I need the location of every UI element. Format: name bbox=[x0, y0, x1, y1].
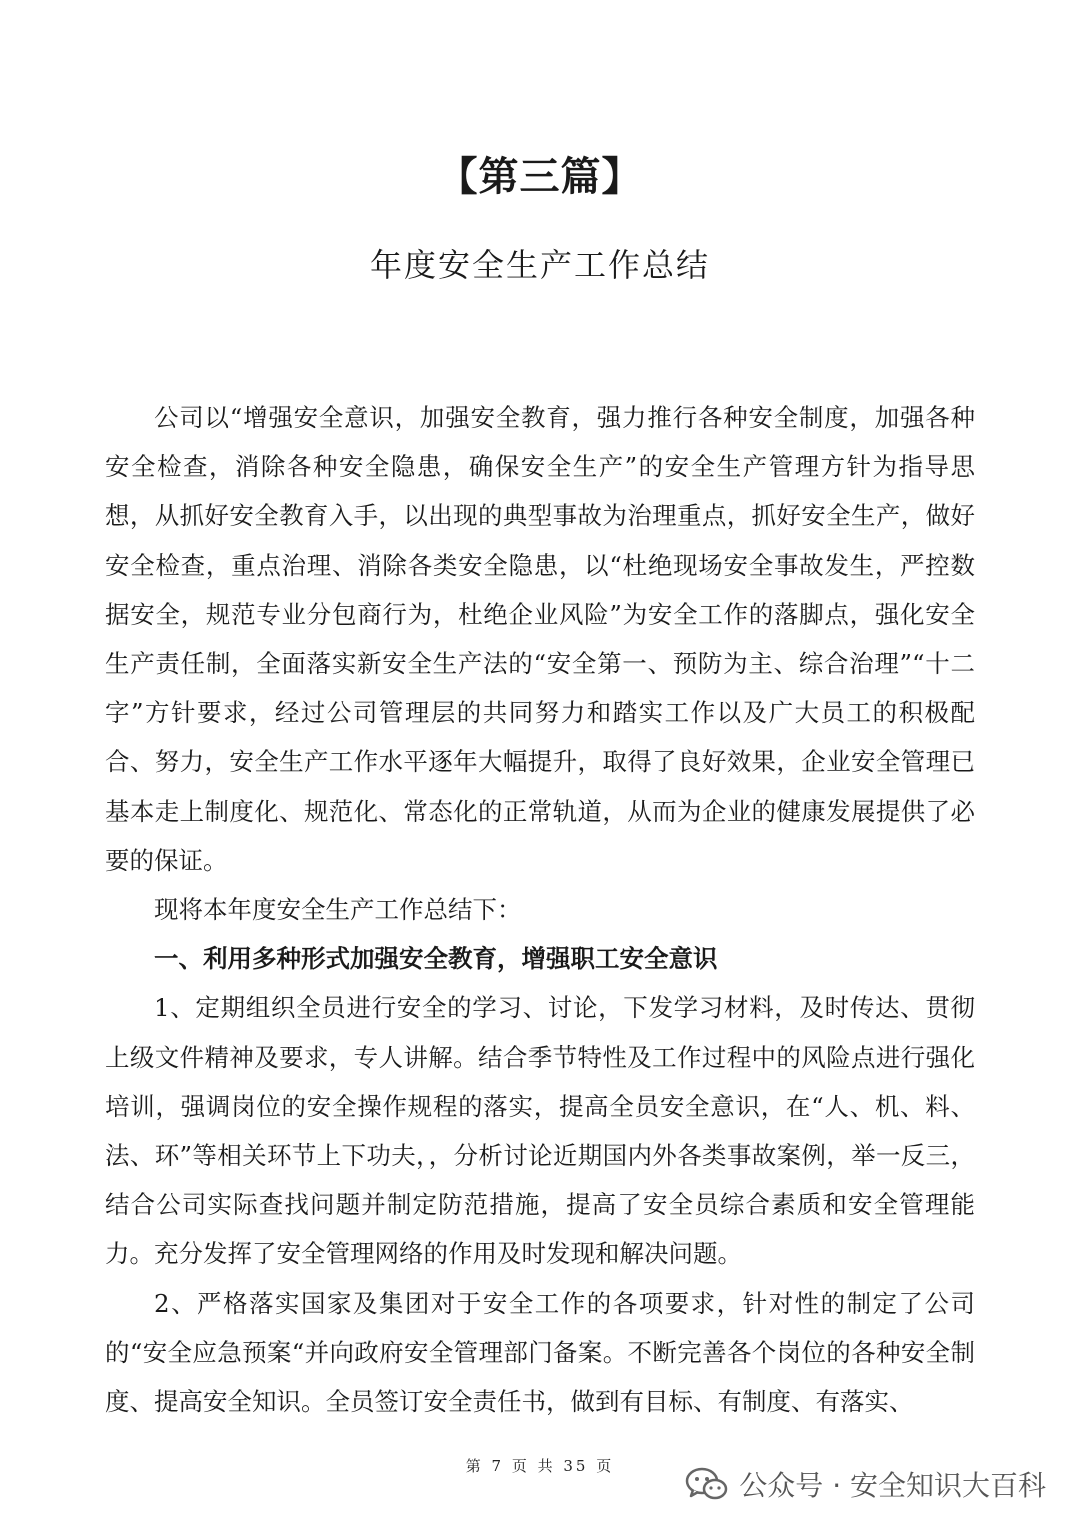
paragraph-intro: 公司以“增强安全意识，加强安全教育，强力推行各种安全制度，加强各种安全检查，消除各种安全隐患，确保安全生产”的安全生产管理方针为指导思想，从抓好安全教育入手，以出现的典型事故为治理重点，抓好安全生产，做好安全检查，重点治理、消除各类安全隐患，以“杜绝现场安全事故发生，严控数据安全，规范专业分包商行为，杜绝企业风险”为安全工作的落脚点，强化安全生产责任制，全面落实新安全生产法的“安全第一、预防为主、综合治理”“十二字”方针要求，经过公司管理层的共同努力和踏实工作以及广大员工的积极配合、努力，安全生产工作水平逐年大幅提升，取得了良好效果，企业安全管理已基本走上制度化、规范化、常态化的正常轨道，从而为企业的健康发展提供了必要的保证。 bbox=[105, 403, 975, 875]
document-subtitle: 年度安全生产工作总结 bbox=[369, 246, 710, 284]
document-body bbox=[105, 393, 975, 1426]
watermark bbox=[685, 1464, 1046, 1504]
paragraph-item-2: 2、严格落实国家及集团对于安全工作的各项要求，针对性的制定了公司的“安全应急预案“并向政府安全管理部门备案。不断完善各个岗位的各种安全制度、提高安全知识。全员签订安全责任书，做到有目标、有制度、有落实、 bbox=[105, 1288, 975, 1417]
paragraph-item-1: 1、定期组织全员进行安全的学习、讨论，下发学习材料，及时传达、贯彻上级文件精神及要求，专人讲解。结合季节特性及工作过程中的风险点进行强化培训，强调岗位的安全操作规程的落实，提高全员安全意识，在“人、机、料、法、环”等相关环节上下功夫，，分析讨论近期国内外各类事故案例，举一反三，结合公司实际查找问题并制定防范措施，提高了安全员综合素质和安全管理能力。充分发挥了安全管理网络的作用及时发现和解决问题。 bbox=[105, 993, 975, 1269]
paragraph-summary-lead: 现将本年度安全生产工作总结下： bbox=[154, 895, 522, 925]
watermark-text: 公众号 · 安全知识大百科 bbox=[739, 1469, 1046, 1502]
wechat-icon bbox=[685, 1466, 729, 1502]
document-title: 【第三篇】 bbox=[437, 154, 643, 200]
page-number: 第 7 页 共 35 页 bbox=[465, 1457, 615, 1475]
section-heading-1: 一、利用多种形式加强安全教育，增强职工安全意识 bbox=[154, 944, 718, 974]
